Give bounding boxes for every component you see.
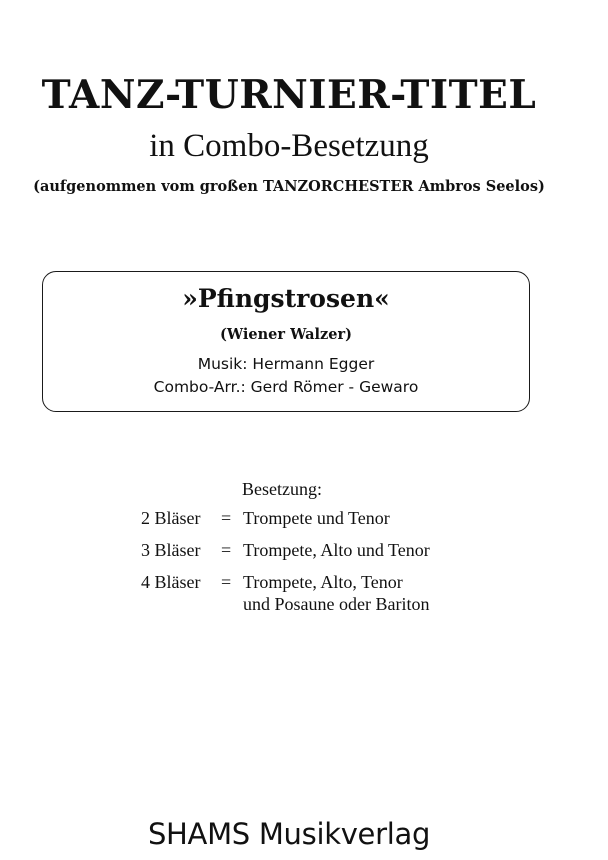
piece-genre: (Wiener Walzer): [220, 326, 352, 343]
instrument-parts: Trompete, Alto und Tenor: [243, 540, 430, 560]
instrument-parts: Trompete, Alto, Tenor: [243, 572, 403, 592]
equals-sign: =: [221, 540, 232, 560]
publisher-name: SHAMS Musikverlag: [147, 817, 431, 851]
series-subtitle: in Combo-Besetzung: [149, 128, 429, 164]
instrument-parts-continued: und Posaune oder Bariton: [243, 594, 430, 614]
equals-sign: =: [221, 508, 232, 528]
instrument-parts: Trompete und Tenor: [243, 508, 390, 528]
instrumentation-heading: Besetzung:: [242, 479, 322, 499]
winds-count: 3 Bläser: [141, 540, 201, 560]
winds-count: 4 Bläser: [141, 572, 201, 592]
arrangement-credit: Combo-Arr.: Gerd Römer - Gewaro: [153, 378, 419, 396]
series-title: TANZ-TURNIER-TITEL: [41, 72, 537, 118]
recorded-note: (aufgenommen vom großen TANZORCHESTER Ambros Seelos): [33, 178, 545, 195]
music-credit: Musik: Hermann Egger: [197, 355, 375, 373]
piece-info-box: [42, 271, 530, 412]
winds-count: 2 Bläser: [141, 508, 201, 528]
equals-sign: =: [221, 572, 232, 592]
piece-title: »Pfingstrosen«: [182, 284, 390, 313]
